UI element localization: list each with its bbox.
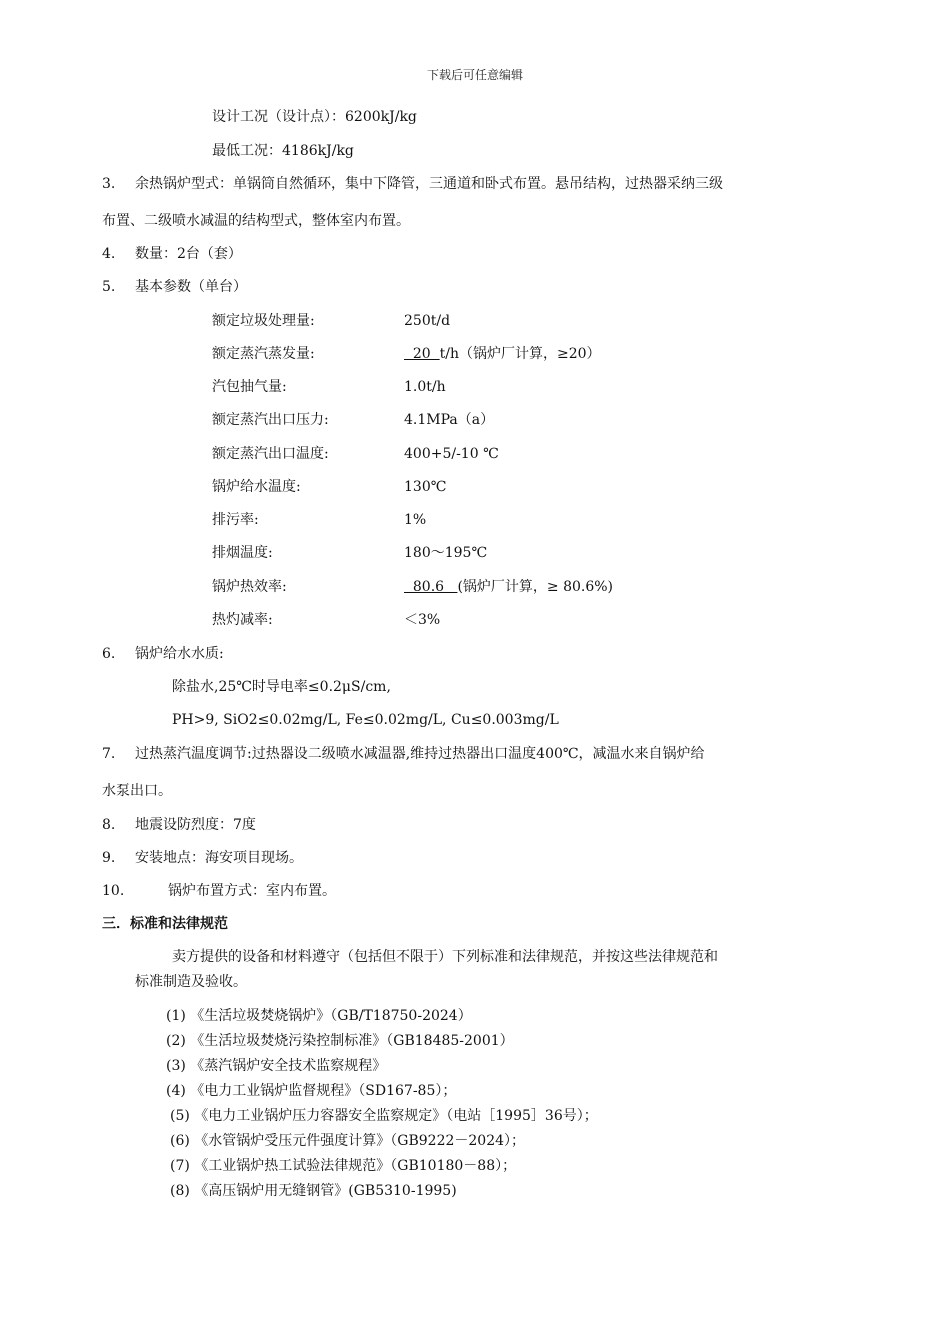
param-value: 250t/d — [404, 313, 451, 329]
param-value: 130℃ — [404, 479, 447, 495]
param-label: 排烟温度: — [212, 545, 273, 561]
item-9-number: 9. — [102, 850, 116, 866]
item-8-number: 8. — [102, 817, 116, 833]
water-quality-line-1: 除盐水,25℃时导电率≤0.2μS/cm, — [172, 679, 391, 695]
page-header: 下载后可任意编辑 — [426, 68, 523, 82]
param-label: 锅炉给水温度: — [212, 479, 301, 495]
item-4-text: 数量：2台（套） — [135, 246, 242, 262]
standard-item: (7) 《工业锅炉热工试验法律规范》（GB10180－88）； — [170, 1158, 517, 1174]
standard-item: (5) 《电力工业锅炉压力容器安全监察规定》（电站［1995］36号）； — [170, 1108, 598, 1124]
param-value: 180～195℃ — [404, 545, 488, 561]
item-5-number: 5. — [102, 279, 116, 295]
param-value: 80.6 (锅炉厂计算，≥ 80.6%) — [404, 579, 614, 595]
item-6-number: 6. — [102, 646, 116, 662]
item-3-text-b: 布置、二级喷水减温的结构型式，整体室内布置。 — [102, 213, 410, 229]
param-value: 1.0t/h — [404, 379, 446, 395]
section-3-intro-a: 卖方提供的设备和材料遵守（包括但不限于）下列标准和法律规范，并按这些法律规范和 — [172, 949, 718, 965]
item-5-text: 基本参数（单台） — [135, 279, 247, 295]
param-label: 额定蒸汽出口压力: — [212, 412, 329, 428]
item-10-number: 10. — [102, 883, 125, 899]
standard-item: (2) 《生活垃圾焚烧污染控制标准》（GB18485-2001） — [166, 1033, 514, 1049]
design-condition: 设计工况（设计点）：6200kJ/kg — [212, 109, 417, 125]
min-condition: 最低工况：4186kJ/kg — [212, 143, 354, 159]
param-label: 排污率: — [212, 512, 259, 528]
section-3-title: 三．标准和法律规范 — [102, 916, 228, 932]
param-label: 额定垃圾处理量: — [212, 313, 315, 329]
param-label: 额定蒸汽出口温度: — [212, 446, 329, 462]
param-value: ＜3% — [404, 612, 441, 628]
param-value: 20 t/h（锅炉厂计算，≥20） — [404, 346, 601, 362]
param-value: 400+5/-10 ℃ — [404, 446, 499, 462]
item-7-text-b: 水泵出口。 — [102, 783, 172, 799]
param-value: 1% — [404, 512, 427, 528]
item-9-text: 安装地点：海安项目现场。 — [135, 850, 303, 866]
item-6-text: 锅炉给水水质: — [135, 646, 224, 662]
standard-item: (4) 《电力工业锅炉监督规程》（SD167-85）； — [166, 1083, 457, 1099]
item-8-text: 地震设防烈度：7度 — [135, 817, 256, 833]
param-label: 汽包抽气量: — [212, 379, 287, 395]
item-3-text-a: 余热锅炉型式：单锅筒自然循环，集中下降管，三通道和卧式布置。悬吊结构，过热器采纳三级 — [135, 176, 723, 192]
standard-item: (6) 《水管锅炉受压元件强度计算》（GB9222－2024）； — [170, 1133, 526, 1149]
item-3-number: 3. — [102, 176, 116, 192]
standard-item: (8) 《高压锅炉用无缝钢管》(GB5310-1995) — [170, 1183, 457, 1199]
param-label: 额定蒸汽蒸发量: — [212, 346, 315, 362]
item-7-number: 7. — [102, 746, 116, 762]
param-label: 锅炉热效率: — [212, 579, 287, 595]
standard-item: (3) 《蒸汽锅炉安全技术监察规程》 — [166, 1058, 387, 1074]
item-7-text-a: 过热蒸汽温度调节:过热器设二级喷水减温器,维持过热器出口温度400℃，减温水来自锅炉给 — [135, 746, 705, 762]
param-value: 4.1MPa（a） — [404, 412, 495, 428]
item-4-number: 4. — [102, 246, 116, 262]
water-quality-line-2: PH>9, SiO2≤0.02mg/L, Fe≤0.02mg/L, Cu≤0.003mg/L — [172, 712, 559, 728]
section-3-intro-b: 标准制造及验收。 — [135, 974, 247, 990]
standard-item: (1) 《生活垃圾焚烧锅炉》（GB/T18750-2024） — [166, 1008, 472, 1024]
item-10-text: 锅炉布置方式：室内布置。 — [168, 883, 336, 899]
param-label: 热灼减率: — [212, 612, 273, 628]
